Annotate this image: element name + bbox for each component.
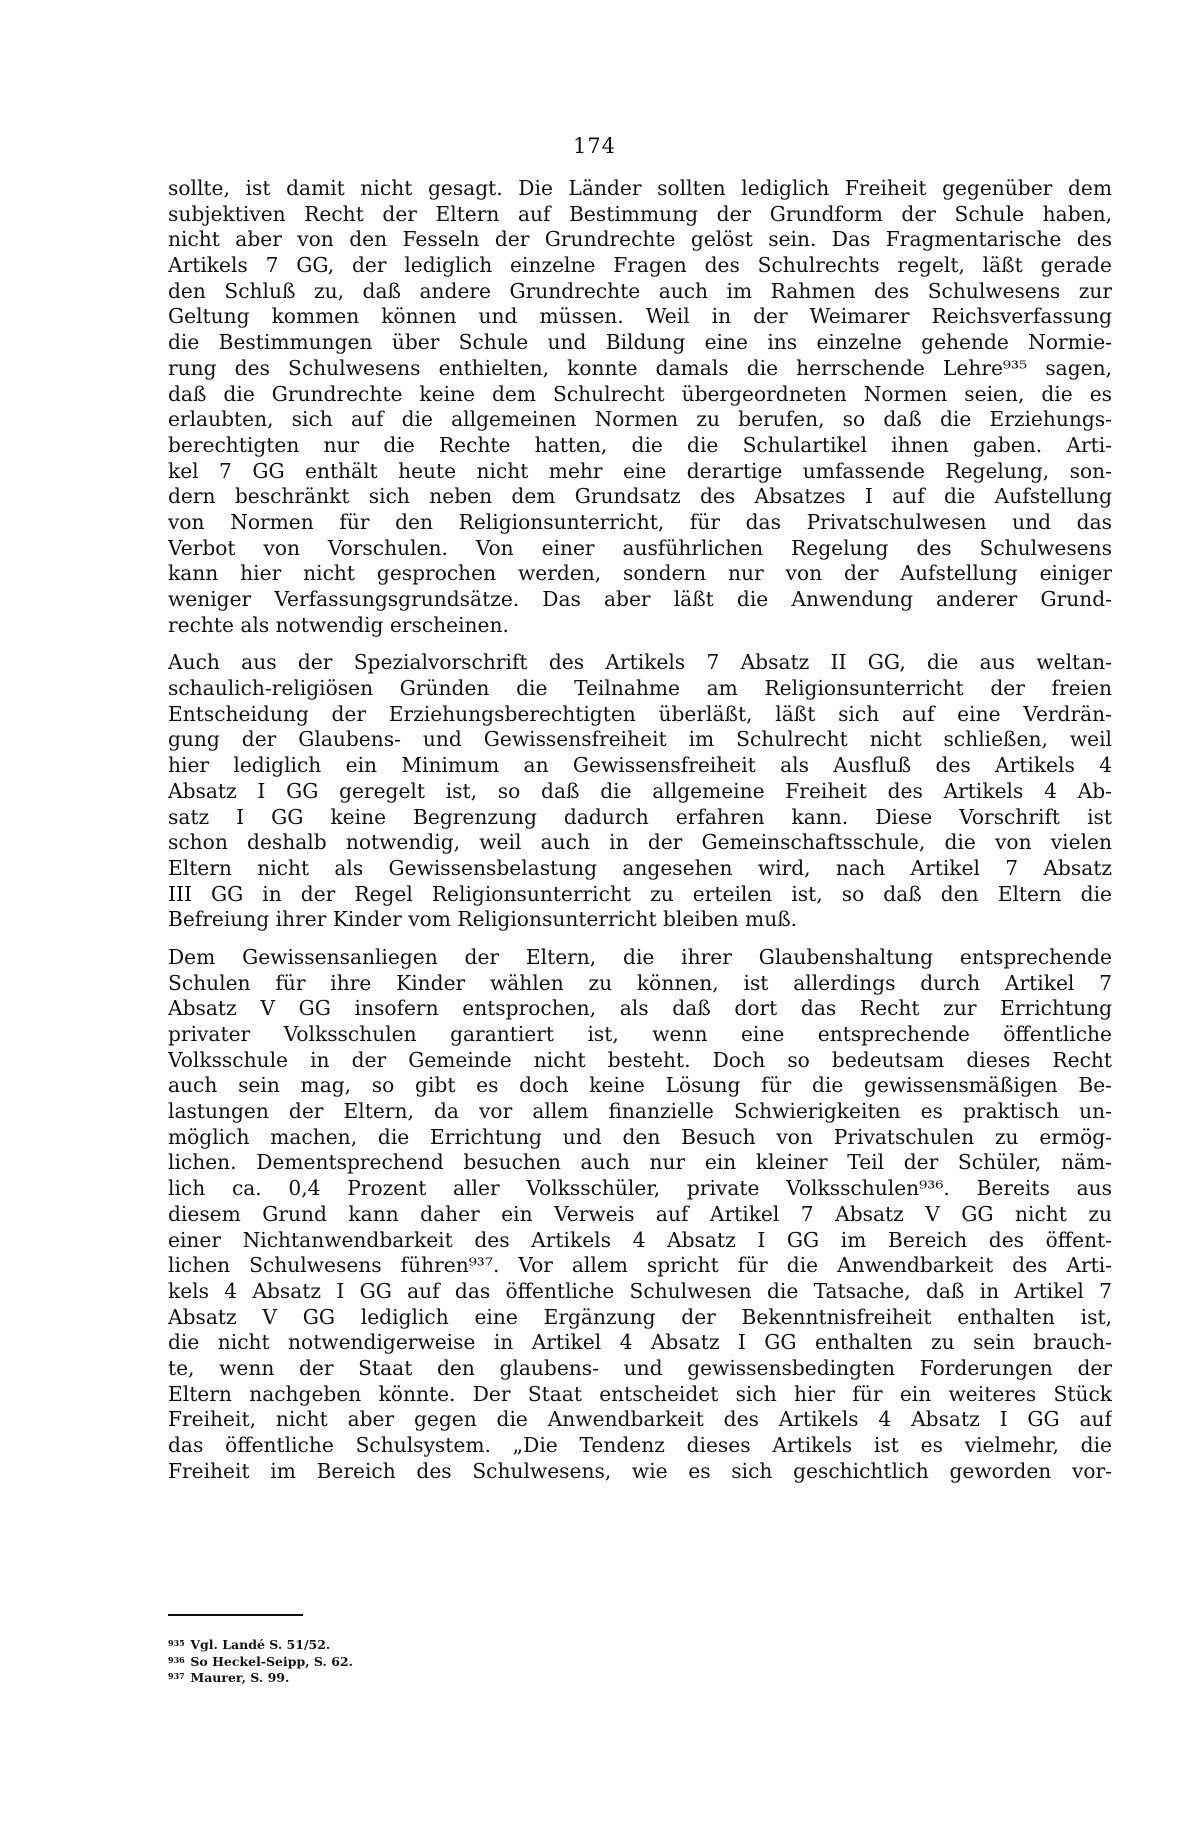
footnote-number: 936 (168, 1654, 185, 1665)
text-line: möglich machen, die Errichtung und den Besuch von Privatschulen zu ermög- (168, 1124, 1112, 1149)
text-line: Geltung kommen können und müssen. Weil in der Weimarer Reichsverfassung (168, 304, 1112, 329)
text-line: Absatz V GG insofern entsprochen, als daß dort das Recht zur Errichtung (168, 996, 1112, 1021)
text-line: Absatz I GG geregelt ist, so daß die allgemeine Freiheit des Artikels 4 Ab- (168, 778, 1112, 803)
text-line: berechtigten nur die Rechte hatten, die die Schulartikel ihnen gaben. Arti- (168, 432, 1112, 457)
text-line: schaulich-religiösen Gründen die Teilnahme am Religionsunterricht der freien (168, 676, 1112, 701)
text-line: te, wenn der Staat den glaubens- und gewissensbedingten Forderungen der (168, 1355, 1112, 1380)
text-line: Befreiung ihrer Kinder vom Religionsunterricht bleiben muß. (168, 907, 798, 932)
text-line: nicht aber von den Fesseln der Grundrechte gelöst sein. Das Fragmentarische des (168, 227, 1112, 252)
text-line: Freiheit im Bereich des Schulwesens, wie es sich geschichtlich geworden vor- (168, 1458, 1112, 1483)
footnote-item (168, 1636, 468, 1653)
paragraph-3 (168, 945, 1112, 1484)
text-line: weniger Verfassungsgrundsätze. Das aber läßt die Anwendung anderer Grund- (168, 587, 1112, 611)
text-line: Entscheidung der Erziehungsberechtigten überläßt, läßt sich auf eine Verdrän- (168, 701, 1112, 726)
footnotes (168, 1636, 468, 1686)
text-line: Auch aus der Spezialvorschrift des Artikels 7 Absatz II GG, die aus weltan- (168, 650, 1112, 675)
text-line: erlaubten, sich auf die allgemeinen Normen zu berufen, so daß die Erziehungs- (168, 407, 1112, 432)
text-line: gung der Glaubens- und Gewissensfreiheit im Schulrecht nicht schließen, weil (168, 727, 1112, 752)
text-line: kann hier nicht gesprochen werden, sondern nur von der Aufstellung einiger (168, 561, 1112, 586)
text-line: Freiheit, nicht aber gegen die Anwendbarkeit des Artikels 4 Absatz I GG auf (168, 1407, 1112, 1432)
text-line: Verbot von Vorschulen. Von einer ausführlichen Regelung des Schulwesens (168, 535, 1112, 560)
text-line: subjektiven Recht der Eltern auf Bestimmung der Grundform der Schule haben, (168, 201, 1112, 226)
text-line: hier lediglich ein Minimum an Gewissensfreiheit als Ausfluß des Artikels 4 (168, 753, 1112, 778)
text-line: diesem Grund kann daher ein Verweis auf Artikel 7 Absatz V GG nicht zu (168, 1201, 1112, 1226)
text-line: das öffentliche Schulsystem. „Die Tendenz dieses Artikels ist es vielmehr, die (168, 1433, 1112, 1457)
text-line: lichen. Dementsprechend besuchen auch nur ein kleiner Teil der Schüler, näm- (168, 1150, 1112, 1175)
text-line: von Normen für den Religionsunterricht, für das Privatschulwesen und das (168, 509, 1112, 534)
text-line: Eltern nicht als Gewissensbelastung angesehen wird, nach Artikel 7 Absatz (168, 855, 1112, 880)
text-line: lastungen der Eltern, da vor allem finanzielle Schwierigkeiten es praktisch un- (168, 1099, 1112, 1124)
text-line: dern beschränkt sich neben dem Grundsatz des Absatzes I auf die Aufstellung (168, 484, 1112, 509)
text-line: rung des Schulwesens enthielten, konnte damals die herrschende Lehre⁹³⁵ sagen, (168, 355, 1112, 380)
text-line: den Schluß zu, daß andere Grundrechte auch im Rahmen des Schulwesens zur (168, 278, 1112, 303)
footnote-item (168, 1653, 468, 1670)
text-line: lich ca. 0,4 Prozent aller Volksschüler, private Volksschulen⁹³⁶. Bereits aus (168, 1176, 1112, 1201)
text-line: satz I GG keine Begrenzung dadurch erfahren kann. Diese Vorschrift ist (168, 804, 1112, 829)
text-line: die nicht notwendigerweise in Artikel 4 Absatz I GG enthalten zu sein brauch- (168, 1330, 1112, 1355)
text-line: einer Nichtanwendbarkeit des Artikels 4 Absatz I GG im Bereich des öffent- (168, 1227, 1112, 1252)
text-line: Absatz V GG lediglich eine Ergänzung der Bekenntnisfreiheit enthalten ist, (168, 1304, 1112, 1329)
text-line: privater Volksschulen garantiert ist, wenn eine entsprechende öffentliche (168, 1022, 1112, 1046)
footnote-text: Vgl. Landé S. 51/52. (190, 1637, 331, 1652)
footnote-item (168, 1669, 468, 1686)
footnote-text: So Heckel-Seipp, S. 62. (190, 1653, 353, 1669)
page-number: 174 (572, 134, 617, 158)
text-line: rechte als notwendig erscheinen. (168, 612, 509, 637)
text-line: Artikels 7 GG, der lediglich einzelne Fragen des Schulrechts regelt, läßt gerade (168, 253, 1112, 278)
text-line: Schulen für ihre Kinder wählen zu können, ist allerdings durch Artikel 7 (168, 970, 1112, 995)
paragraph-1 (168, 176, 1112, 638)
footnote-divider (168, 1614, 303, 1616)
text-line: Volksschule in der Gemeinde nicht besteht. Doch so bedeutsam dieses Recht (168, 1047, 1112, 1072)
text-line: III GG in der Regel Religionsunterricht zu erteilen ist, so daß den Eltern die (168, 881, 1112, 906)
text-line: auch sein mag, so gibt es doch keine Lösung für die gewissensmäßigen Be- (168, 1073, 1112, 1098)
body-text (168, 176, 1112, 1484)
text-line: kel 7 GG enthält heute nicht mehr eine derartige umfassende Regelung, son- (168, 458, 1112, 483)
footnote-number: 937 (168, 1671, 185, 1681)
text-line: sollte, ist damit nicht gesagt. Die Länder sollten lediglich Freiheit gegenüber dem (168, 176, 1112, 200)
text-line: Eltern nachgeben könnte. Der Staat entscheidet sich hier für ein weiteres Stück (168, 1381, 1112, 1406)
footnote-text: Maurer, S. 99. (190, 1670, 290, 1685)
text-line: kels 4 Absatz I GG auf das öffentliche Schulwesen die Tatsache, daß in Artikel 7 (168, 1278, 1112, 1303)
text-line: lichen Schulwesens führen⁹³⁷. Vor allem spricht für die Anwendbarkeit des Arti- (168, 1253, 1112, 1278)
text-line: die Bestimmungen über Schule und Bildung eine ins einzelne gehende Normie- (168, 330, 1112, 355)
paragraph-2 (168, 650, 1112, 933)
footnote-number: 935 (168, 1638, 185, 1648)
text-line: schon deshalb notwendig, weil auch in der Gemeinschaftsschule, die von vielen (168, 830, 1112, 855)
text-line: daß die Grundrechte keine dem Schulrecht übergeordneten Normen seien, die es (168, 381, 1112, 406)
text-line: Dem Gewissensanliegen der Eltern, die ihrer Glaubenshaltung entsprechende (168, 944, 1112, 969)
